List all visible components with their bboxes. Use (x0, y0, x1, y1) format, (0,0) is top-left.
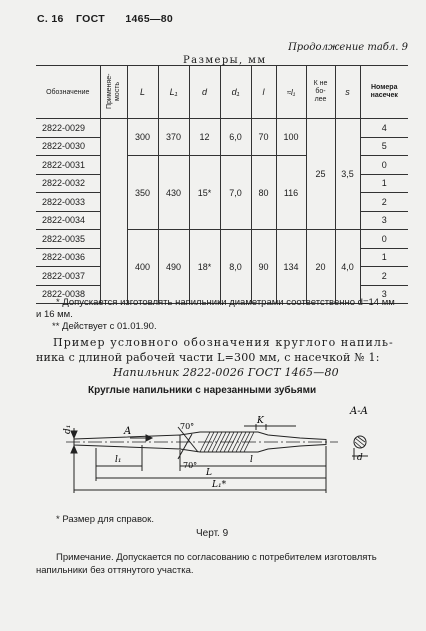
cell-code: 2822-0037 (36, 267, 100, 286)
L1-label: L₁* (212, 480, 227, 490)
cell-l: 80 (251, 156, 276, 230)
k-label: K (257, 416, 264, 426)
cell-notch: 1 (360, 248, 408, 267)
file-drawing (0, 398, 426, 508)
footnote-2: ** Действует с 01.01.90. (52, 321, 157, 332)
cell-d1: 7,0 (220, 156, 251, 230)
header-designation: Обозначение (36, 66, 100, 119)
cell-K: 25 (306, 119, 335, 230)
table-continuation: Продолжение табл. 9 (288, 42, 408, 53)
cell-s: 3,5 (335, 119, 360, 230)
header-L1: L₁ (158, 66, 189, 119)
cell-s: 4,0 (335, 230, 360, 304)
cell-code: 2822-0032 (36, 174, 100, 193)
header-l: l (251, 66, 276, 119)
spec-table (36, 65, 408, 304)
cell-d: 18* (189, 230, 220, 304)
cell-d: 15* (189, 156, 220, 230)
d1-label: d₁ (63, 424, 73, 434)
page-label: С. 16 (37, 13, 64, 25)
example-designation: Напильник 2822-0026 ГОСТ 1465—80 (113, 366, 339, 379)
L-label: L (206, 468, 212, 478)
cell-notch: 0 (360, 230, 408, 249)
section-arrow-label: A (124, 426, 132, 437)
cell-d1: 8,0 (220, 230, 251, 304)
footnote-1: * Допускается изготовлять напильники диаметрами соответственно d=14 мм (56, 297, 395, 308)
cell-code: 2822-0038 (36, 285, 100, 304)
cell-notch: 3 (360, 211, 408, 230)
cell-code: 2822-0034 (36, 211, 100, 230)
standard-number: 1465—80 (125, 13, 174, 25)
table-row (36, 230, 408, 249)
cell-L1: 370 (158, 119, 189, 156)
cell-approx-l1: 100 (276, 119, 306, 156)
example-line-2: ника с длиной рабочей части L=300 мм, с насечкой № 1: (36, 351, 380, 364)
cell-notch: 0 (360, 156, 408, 175)
cell-l: 70 (251, 119, 276, 156)
page-header (37, 13, 173, 25)
cell-L: 400 (127, 230, 158, 304)
header-d: d (189, 66, 220, 119)
header-K: К не бо- лее (306, 66, 335, 119)
cell-approx-l1: 116 (276, 156, 306, 230)
figure-title: Круглые напильники с нарезанными зубьями (88, 385, 317, 396)
cell-approx-l1: 134 (276, 230, 306, 304)
cell-d: 12 (189, 119, 220, 156)
footnote-1-cont: и 16 мм. (36, 309, 73, 320)
cell-L1: 430 (158, 156, 189, 230)
cell-l: 90 (251, 230, 276, 304)
l-label: l (250, 455, 253, 465)
cell-code: 2822-0036 (36, 248, 100, 267)
sizes-caption: Размеры, мм (183, 55, 267, 66)
l1-label: l₁ (115, 455, 122, 465)
section-title: A-A (350, 406, 368, 417)
header-s: s (335, 66, 360, 119)
cell-notch: 2 (360, 193, 408, 212)
d-label: d (357, 453, 363, 463)
header-L: L (127, 66, 158, 119)
cell-K: 20 (306, 230, 335, 304)
cell-notch: 4 (360, 119, 408, 138)
angle-bottom-label: 70° (183, 461, 198, 470)
header-approx-l1: ≈l₁ (276, 66, 306, 119)
cell-code: 2822-0030 (36, 137, 100, 156)
table-row (36, 119, 408, 138)
size-note: * Размер для справок. (56, 514, 154, 525)
cell-L1: 490 (158, 230, 189, 304)
cell-d1: 6,0 (220, 119, 251, 156)
cell-L: 350 (127, 156, 158, 230)
cell-application (100, 119, 127, 304)
cell-code: 2822-0029 (36, 119, 100, 138)
table-header-row (36, 66, 408, 119)
note-line-1: Примечание. Допускается по согласованию с потребителем изготовлять (56, 552, 377, 563)
header-notch-numbers: Номера насечек (360, 66, 408, 119)
figure-caption: Черт. 9 (196, 528, 229, 539)
header-d1: d₁ (220, 66, 251, 119)
cell-notch: 2 (360, 267, 408, 286)
standard-label: ГОСТ (76, 13, 105, 25)
cell-code: 2822-0033 (36, 193, 100, 212)
angle-top-label: 70° (180, 422, 195, 431)
cell-notch: 3 (360, 285, 408, 304)
cell-L: 300 (127, 119, 158, 156)
cell-notch: 5 (360, 137, 408, 156)
header-application: Применяе- мость (100, 66, 127, 119)
cell-notch: 1 (360, 174, 408, 193)
cell-code: 2822-0035 (36, 230, 100, 249)
note-line-2: напильники без оттянутого участка. (36, 565, 194, 576)
cell-code: 2822-0031 (36, 156, 100, 175)
example-line-1: Пример условного обозначения круглого напиль- (53, 336, 394, 349)
